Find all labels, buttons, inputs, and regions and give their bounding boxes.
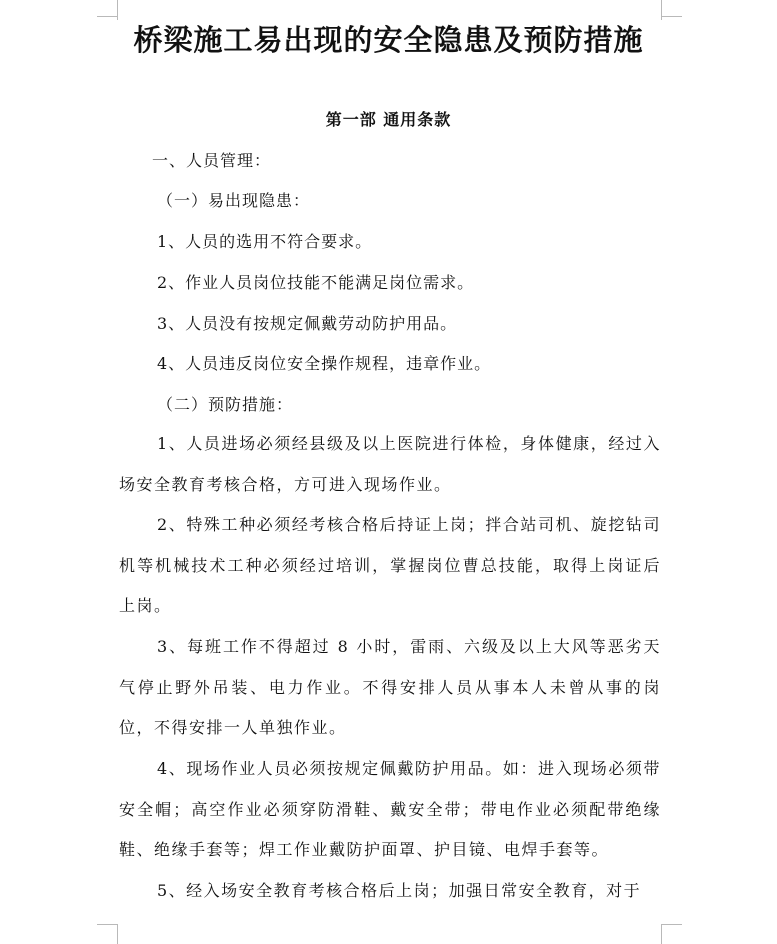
measure-item-4: 4、现场作业人员必须按规定佩戴防护用品。如：进入现场必须带安全帽；高空作业必须穿防滑鞋、戴安全带；带电作业必须配带绝缘鞋、绝缘手套等；焊工作业戴防护面罩、护目镜、电焊手套等。 <box>119 759 661 859</box>
heading-personnel-management: 一、人员管理： <box>152 151 272 170</box>
crop-mark-bottom-left-v <box>117 924 118 944</box>
subheading-measures: （二）预防措施： <box>157 395 294 414</box>
hazard-item-4: 4、人员违反岗位安全操作规程，违章作业。 <box>157 354 492 373</box>
measure-item-5: 5、经入场安全教育考核合格后上岗；加强日常安全教育，对于 <box>157 881 642 900</box>
crop-mark-bottom-right-h <box>662 924 682 925</box>
crop-mark-bottom-left-h <box>97 924 117 925</box>
section-heading: 第一部 通用条款 <box>325 110 452 129</box>
crop-mark-top-left-h <box>97 16 117 17</box>
hazard-item-2: 2、作业人员岗位技能不能满足岗位需求。 <box>157 273 475 292</box>
crop-mark-top-right-v <box>661 0 662 20</box>
hazard-item-3: 3、人员没有按规定佩戴劳动防护用品。 <box>157 314 458 333</box>
document-title: 桥梁施工易出现的安全隐患及预防措施 <box>133 23 644 57</box>
measure-item-1: 1、人员进场必须经县级及以上医院进行体检，身体健康，经过入场安全教育考核合格，方可进入现场作业。 <box>119 434 661 494</box>
crop-mark-top-left-v <box>117 0 118 20</box>
crop-mark-top-right-h <box>662 16 682 17</box>
subheading-hazards: （一）易出现隐患： <box>157 191 311 210</box>
crop-mark-bottom-right-v <box>661 924 662 944</box>
measure-item-3: 3、每班工作不得超过 8 小时，雷雨、六级及以上大风等恶劣天气停止野外吊装、电力作业。不得安排人员从事本人未曾从事的岗位，不得安排一人单独作业。 <box>119 637 661 737</box>
measure-item-2: 2、特殊工种必须经考核合格后持证上岗；拌合站司机、旋挖钻司机等机械技术工种必须经过培训，掌握岗位曹总技能，取得上岗证后上岗。 <box>119 515 661 615</box>
hazard-item-1: 1、人员的选用不符合要求。 <box>157 232 373 251</box>
